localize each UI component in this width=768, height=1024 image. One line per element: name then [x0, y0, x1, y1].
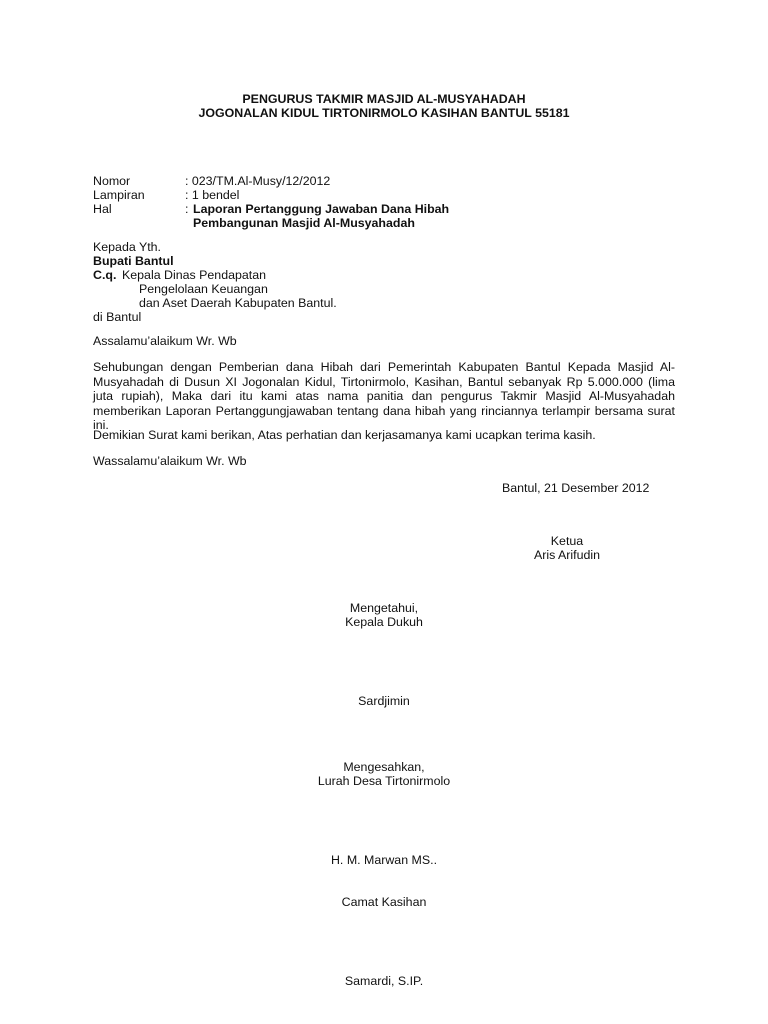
cq-line-2: Pengelolaan Keuangan	[139, 282, 268, 296]
nomor-value: : 023/TM.Al-Musy/12/2012	[185, 174, 331, 188]
letterhead-line-2: JOGONALAN KIDUL TIRTONIRMOLO KASIHAN BANTUL 55181	[198, 106, 570, 120]
mengetahui-label: Mengetahui,	[349, 601, 419, 615]
camat-name: Samardi, S.IP.	[344, 974, 424, 988]
address-location: di Bantul	[93, 310, 142, 324]
ketua-title: Ketua	[550, 534, 584, 548]
camat-title: Camat Kasihan	[341, 895, 427, 909]
lurah-name: H. M. Marwan MS..	[330, 853, 438, 867]
hal-label: Hal	[93, 202, 112, 216]
kepada-yth: Kepada Yth.	[93, 240, 161, 254]
recipient-name: Bupati Bantul	[93, 254, 174, 268]
lurah-title: Lurah Desa Tirtonirmolo	[317, 774, 451, 788]
body-paragraph-2: Demikian Surat kami berikan, Atas perhatian dan kerjasamanya kami ucapkan terima kasih.	[93, 428, 596, 442]
nomor-label: Nomor	[93, 174, 131, 188]
lampiran-label: Lampiran	[93, 188, 145, 202]
cq-line-3: dan Aset Daerah Kabupaten Bantul.	[139, 296, 337, 310]
cq-label: C.q.	[93, 268, 117, 282]
letterhead-line-1: PENGURUS TAKMIR MASJID AL-MUSYAHADAH	[242, 92, 526, 106]
hal-subject-line-2: Pembangunan Masjid Al-Musyahadah	[193, 216, 415, 230]
cq-line-1: Kepala Dinas Pendapatan	[122, 268, 266, 282]
greeting: Assalamu’alaikum Wr. Wb	[93, 334, 237, 348]
mengesahkan-label: Mengesahkan,	[343, 760, 425, 774]
dukuh-title: Kepala Dukuh	[345, 615, 423, 629]
ketua-name: Aris Arifudin	[533, 548, 601, 562]
lampiran-value: : 1 bendel	[185, 188, 240, 202]
dukuh-name: Sardjimin	[358, 694, 410, 708]
closing-greeting: Wassalamu’alaikum Wr. Wb	[93, 454, 247, 468]
hal-subject-line-1: Laporan Pertanggung Jawaban Dana Hibah	[193, 202, 450, 216]
place-date: Bantul, 21 Desember 2012	[502, 481, 650, 495]
hal-colon: :	[185, 202, 189, 216]
body-paragraph-1: Sehubungan dengan Pemberian dana Hibah dari Pemerintah Kabupaten Bantul Kepada Masjid Al-Musyahadah di Dusun XI Jogonalan Kidul, Tirtonirmolo, Kasihan, Bantul sebanyak Rp 5.000.000 (lima juta rupiah), Maka dari itu kami atas nama panitia dan pengurus Takmir Masjid Al-Musyahadah memberikan Laporan Pertanggungjawaban tentang dana hibah yang rinciannya terlampir bersama surat ini.	[93, 360, 675, 432]
